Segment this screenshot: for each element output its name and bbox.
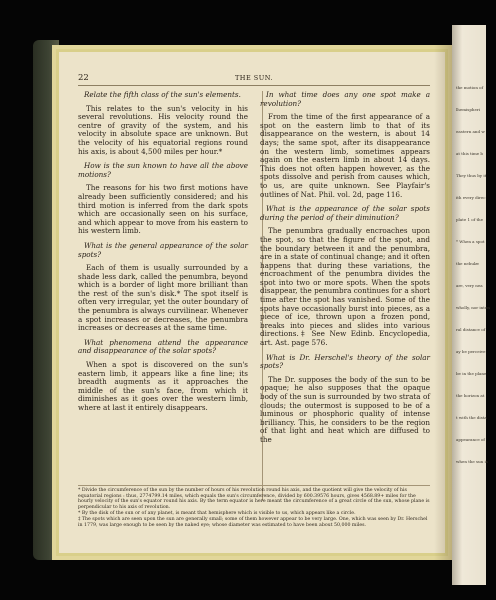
facing-page-fragment: ay be perceive <box>456 349 486 354</box>
page-number: 22 <box>78 73 89 83</box>
right-column <box>260 91 430 511</box>
facing-page-fragment: ral distance of <box>456 327 486 332</box>
facing-page-fragment: plate 1 of the <box>456 217 483 222</box>
facing-page-fragment: be in the plane <box>456 371 487 376</box>
left-column <box>78 91 248 511</box>
facing-page-fragment: when the sun is <box>456 459 488 464</box>
facing-page-fragment: are, very nea <box>456 283 483 288</box>
facing-page-fragment: the motion of <box>456 85 484 90</box>
facing-page-fragment: t with the dista <box>456 415 487 420</box>
facing-page-fragment: They thus by it <box>456 173 487 178</box>
right-column-answer: From the time of the first appearance of a spot on the eastern limb to that of its disappearance on the western, is about 14 days; the same spot, after its disappearance on the western limb, sometimes appears again on the eastern limb in about 14 days. This does not often happen however, as the spots dissolve and perish from causes which, to us, are quite unknown. See Playfair's outlines of Nat. Phil. vol. 2d, page 116. <box>260 112 430 199</box>
book-page <box>52 45 452 560</box>
facing-page-fragment: wholly, nor inten <box>456 305 490 310</box>
facing-page-fragment: * When a spot <box>456 239 485 244</box>
left-column-question: How is the sun known to have all the above motions? <box>78 161 248 179</box>
facing-page-fragment: at this time b <box>456 151 483 156</box>
facing-page-fragment: ith every direc <box>456 195 486 200</box>
left-column-answer: When a spot is discovered on the sun's eastern limb, it appears like a fine line; its breadth augments as it approaches the middle of the sun's face, from which it diminishes as it goes over the western limb, where at last it entirely disappears. <box>78 360 248 412</box>
facing-page-fragment: the nebulæ <box>456 261 479 266</box>
right-column-answer: The Dr. supposes the body of the sun to be opaque; he also supposes that the opaque body of the sun is surrounded by two strata of clouds; the outermost is supposed to be of a luminous or phosphoric quality of intense brilliancy. This, he considers to be the region of that light and heat which are diffused to the <box>260 374 430 444</box>
left-column-question: Relate the fifth class of the sun's elements. <box>84 90 241 99</box>
page-header <box>78 73 430 86</box>
footnote: * Divide the circumference of the sun by the number of hours of his revolution round his axis, and the quotient will give the velocity of his equatorial regions : thus, 2774799.14 miles, which equals the sun's circumference, divided by 600.39576 hours, gives 4568.89+ miles for the hourly velocity of the sun's equator round his axis. By the term equator is here meant the circumference of a great circle of the sun, whose plane is perpendicular to his axis of revolution. <box>78 488 430 510</box>
footnote: ‡ The spots which are seen upon the sun are generally small; some of them however appear to be very large. One, which was seen by Dr. Herschel in 1779, was large enough to be seen by the naked eye; whose diameter was estimated to have been about 50,000 miles. <box>78 516 428 528</box>
running-title: THE SUN. <box>234 74 274 82</box>
left-column-question: What phenomena attend the appearance and disappearance of the solar spots? <box>78 337 248 356</box>
right-column-question: What is the appearance of the solar spots during the period of their diminution? <box>260 204 430 222</box>
right-column-question: In what time does any one spot make a revolution? <box>260 90 430 108</box>
footnote: * By the disk of the sun or of any planet, is meant that hemisphere which is visible to us, which appears like a circle. <box>78 510 356 516</box>
facing-page-fragment: the horizon at <box>456 393 485 398</box>
left-column-question: What is the general appearance of the solar spots? <box>78 240 248 259</box>
facing-page-fragment: lhemispheri <box>456 107 481 112</box>
footnotes <box>78 485 430 529</box>
text-columns <box>78 91 430 511</box>
left-column-answer: This relates to the sun's velocity in his several revolutions. His velocity round the centre of gravity of the system, and his velocity in absolute space are unknown. But the velocity of his equatorial regions round his axis, is about 4,500 miles per hour.* <box>78 103 248 156</box>
right-column-answer: The penumbra gradually encroaches upon the spot, so that the figure of the spot, and the boundary between it and the penumbra, are in a state of continual change; and it often happens that during these variations, the encroachment of the penumbra divides the spot into two or more spots. When the spots disappear, the penumbra continues for a short time after the spot has vanished. Some of the spots have occasionally burst into pieces, as a piece of ice, thrown upon a frozen pond, breaks into pieces and slides into various directions.‡ See New Edinb. Encyclopedia, art. Ast. page 576. <box>260 226 430 348</box>
left-column-answer: The reasons for his two first motions have already been sufficiently considered; and his third motion is inferred from the dark spots which are occasionally seen on his surface, and which appear to move from his eastern to his western limb. <box>78 183 248 236</box>
facing-page-fragment: appearance of <box>456 437 485 442</box>
left-column-answer: Each of them is usually surrounded by a shade less dark, called the penumbra, beyond which is a border of light more brilliant than the rest of the sun's disk.* The spot itself is often very irregular, yet the outer boundary of the penumbra is always curvilinear. Whenever a spot increases or decreases, the penumbra increases or decreases at the same time. <box>78 263 248 333</box>
facing-page-edge <box>452 25 490 585</box>
right-column-question: What is Dr. Herschel's theory of the solar spots? <box>260 352 430 371</box>
facing-page-fragment: eastern and w <box>456 129 485 134</box>
